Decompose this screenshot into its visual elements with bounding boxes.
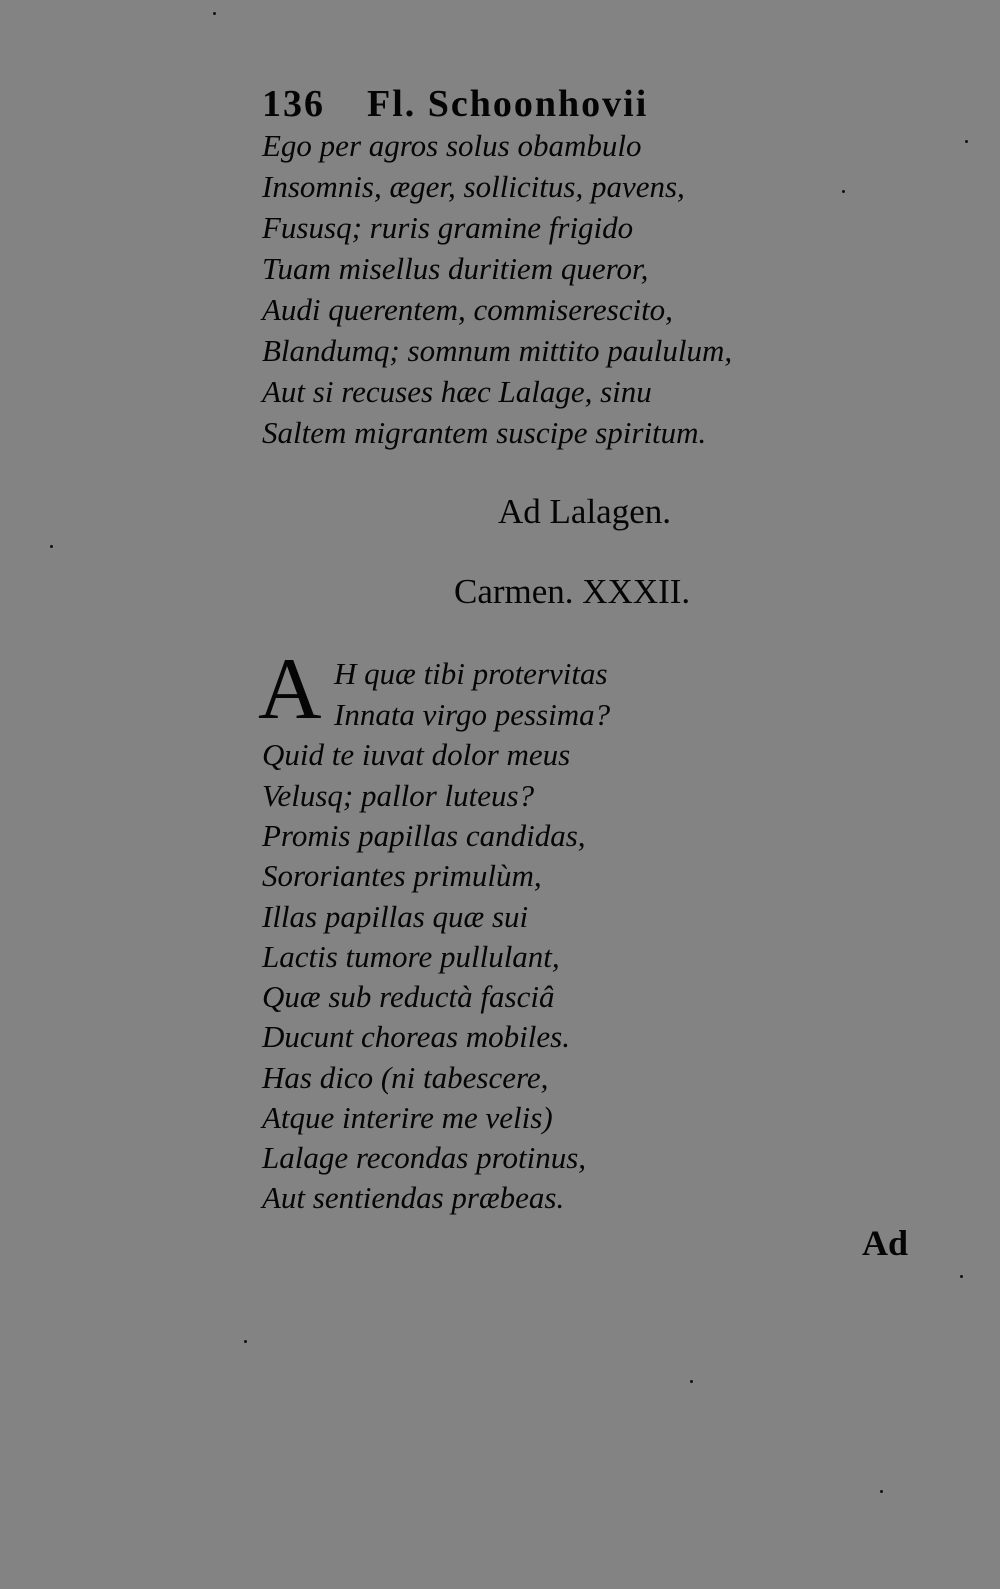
verse-line: Innata virgo pessima?	[334, 697, 611, 732]
verse-line: Lalage recondas protinus,	[262, 1140, 587, 1175]
verse-line: Atque interire me velis)	[262, 1100, 553, 1135]
catchword: Ad	[862, 1223, 909, 1263]
verse-line: Saltem migrantem suscipe spiritum.	[262, 415, 707, 450]
verse-line: Velusq; pallor luteus?	[262, 778, 535, 813]
verse-line: Tuam misellus duritiem queror,	[262, 251, 649, 286]
scan-speck	[244, 1340, 247, 1343]
verse-line: Blandumq; somnum mittito paululum,	[262, 333, 733, 368]
verse-line: Audi querentem, commiserescito,	[262, 292, 673, 327]
verse-line: Lactis tumore pullulant,	[262, 939, 560, 974]
scan-speck	[960, 1275, 963, 1278]
scan-speck	[50, 545, 53, 548]
drop-initial: A	[258, 641, 322, 738]
verse-line: Quæ sub reductà fasciâ	[262, 979, 555, 1014]
scan-speck	[965, 140, 968, 143]
verse-line: H quæ tibi protervitas	[334, 656, 608, 691]
poem-number: Carmen. XXXII.	[454, 572, 691, 611]
scan-speck	[213, 12, 216, 15]
verse-line: Insomnis, æger, sollicitus, pavens,	[262, 169, 685, 204]
verse-line: Promis papillas candidas,	[262, 818, 586, 853]
verse-line: Aut sentiendas præbeas.	[262, 1180, 565, 1215]
verse-line: Sororiantes primulùm,	[262, 858, 542, 893]
running-title: Fl. Schoonhovii	[367, 83, 649, 125]
scan-speck	[690, 1380, 693, 1383]
verse-line: Quid te iuvat dolor meus	[262, 737, 571, 772]
poem-title: Ad Lalagen.	[498, 492, 671, 531]
scan-speck	[880, 1490, 883, 1493]
running-header	[262, 82, 762, 126]
verse-line: Ego per agros solus obambulo	[262, 128, 642, 163]
verse-line: Has dico (ni tabescere,	[262, 1060, 549, 1095]
scan-speck	[842, 190, 845, 193]
verse-line: Aut si recuses hæc Lalage, sinu	[262, 374, 652, 409]
verse-line: Ducunt choreas mobiles.	[262, 1019, 570, 1054]
verse-line: Illas papillas quæ sui	[262, 899, 529, 934]
verse-line: Fususq; ruris gramine frigido	[262, 210, 634, 245]
page-number: 136	[262, 83, 325, 125]
